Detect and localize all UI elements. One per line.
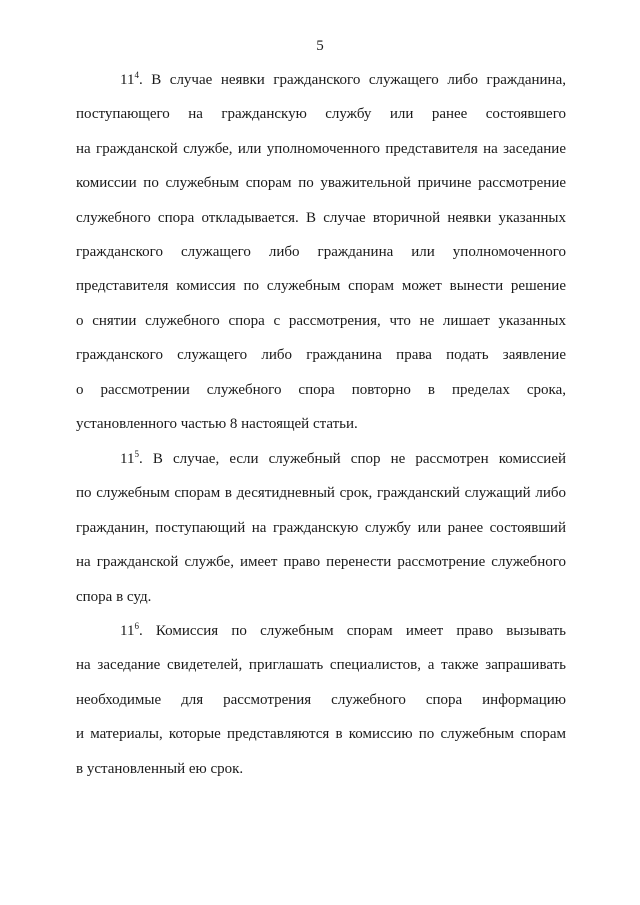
paragraph-line: о рассмотрении служебного спора повторно в пределах срока, [76,381,566,398]
paragraph-line [76,442,566,476]
paragraph-line: необходимые для рассмотрения служебного спора информацию [76,691,566,708]
page-number: 5 [316,38,324,54]
paragraph-line: на гражданской службе, имеет право перенести рассмотрение служебного [76,554,566,571]
paragraph-11-4 [76,63,566,441]
paragraph-line-text: . В случае неявки гражданского служащего либо гражданина, [138,72,566,88]
paragraph-11-5 [76,442,566,614]
paragraph-line: гражданин, поступающий на гражданскую службу или ранее состоявший [76,519,566,536]
paragraph-line: гражданского служащего либо гражданина права подать заявление [76,347,566,364]
paragraph-number: $11^6$ [120,621,139,639]
paragraph-line: поступающего на гражданскую службу или ранее состоявшего [76,106,566,123]
paragraph-number-superscript: 5 [134,449,139,459]
paragraph-line: служебного спора откладывается. В случае вторичной неявки указанных [76,209,566,226]
paragraph-line: и материалы, которые представляются в комиссию по служебным спорам [76,726,566,743]
paragraph-number-superscript: 4 [134,70,139,80]
paragraph-line: на заседание свидетелей, приглашать специалистов, а также запрашивать [76,657,566,674]
paragraph-number: $11^5$ [120,449,139,467]
paragraph-number: $11^4$ [120,70,139,88]
paragraph-line-text: . Комиссия по служебным спорам имеет право вызывать [138,623,566,639]
paragraph-line: комиссии по служебным спорам по уважительной причине рассмотрение [76,175,566,192]
paragraph-line: представителя комиссия по служебным спорам может вынести решение [76,278,566,295]
paragraph-line: на гражданской службе, или уполномоченного представителя на заседание [76,140,566,157]
paragraph-line: спора в суд. [76,588,152,605]
paragraph-line: о снятии служебного спора с рассмотрения, что не лишает указанных [76,312,566,329]
paragraph-line: в установленный ею срок. [76,760,244,777]
paragraph-line: установленного частью 8 настоящей статьи. [76,415,358,432]
paragraph-number-superscript: 6 [134,621,139,631]
paragraph-line: по служебным спорам в десятидневный срок, гражданский служащий либо [76,485,566,502]
paragraph-line: гражданского служащего либо гражданина или уполномоченного [76,243,566,260]
paragraph-11-6 [76,614,566,786]
paragraph-line [76,63,566,97]
paragraph-line-text: . В случае, если служебный спор не рассмотрен комиссией [138,451,566,467]
paragraph-line [76,614,566,648]
